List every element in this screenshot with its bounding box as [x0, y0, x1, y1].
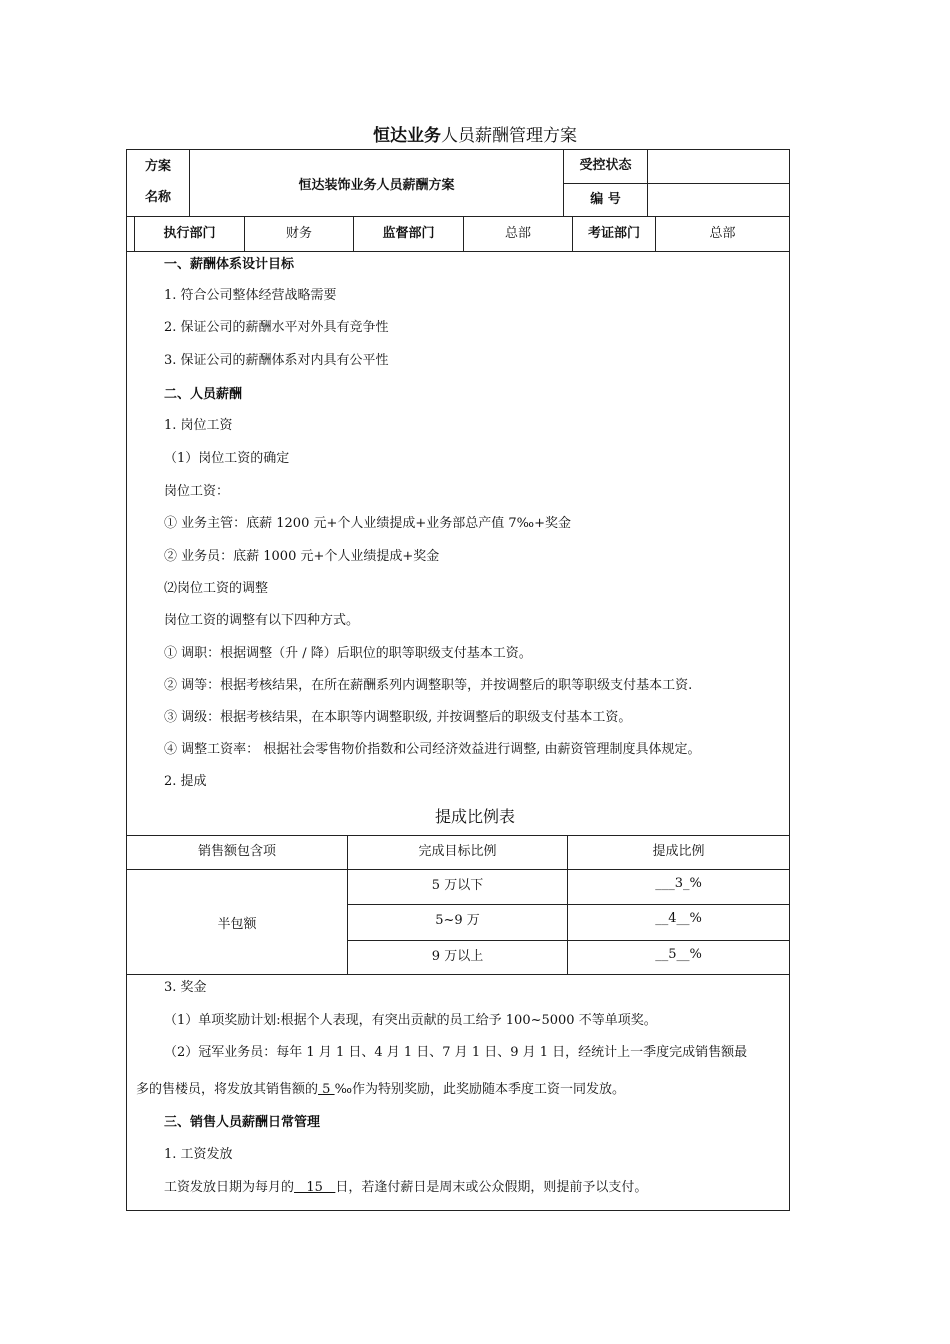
subsection-heading: （1）岗位工资的确定 — [164, 451, 290, 466]
paragraph: 岗位工资： — [164, 484, 230, 499]
commission-table-caption: 提成比例表 — [434, 807, 515, 826]
number-label: 编 号 — [590, 191, 621, 207]
verify-dept-label: 考证部门 — [587, 225, 640, 241]
supervise-dept-label: 监督部门 — [382, 225, 435, 241]
controlled-status-value — [648, 150, 789, 183]
table-header-cell: 完成目标比例 — [418, 843, 497, 859]
exec-dept-value: 财务 — [285, 225, 312, 241]
paragraph — [164, 1179, 647, 1197]
text-run: ‰作为特别奖励，此奖励随本季度工资一同发放。 — [334, 1082, 626, 1097]
section-1-heading: 一、薪酬体系设计目标 — [164, 257, 295, 272]
scheme-name-label-2: 名称 — [144, 189, 171, 205]
document-title — [0, 124, 950, 148]
controlled-status-label: 受控状态 — [579, 157, 632, 173]
rule — [126, 974, 790, 975]
paragraph: ① 调职：根据调整（升 / 降）后职位的职等职级支付基本工资。 — [164, 646, 532, 661]
verify-dept-value: 总部 — [709, 225, 736, 241]
filled-blank: 5 — [318, 1082, 335, 1097]
rule — [126, 1210, 790, 1211]
paragraph: （2）冠军业务员：每年 1 月 1 日、4 月 1 日、7 月 1 日、9 月 1 日，经统计上一季度完成销售额最 — [164, 1045, 748, 1060]
exec-dept-label: 执行部门 — [163, 225, 216, 241]
table-category-cell: 半包额 — [217, 916, 257, 932]
title-bold: 恒达业务 — [373, 126, 441, 146]
scheme-name-value: 恒达装饰业务人员薪酬方案 — [298, 177, 455, 193]
list-item: 2. 保证公司的薪酬水平对外具有竞争性 — [164, 320, 389, 335]
paragraph: ③ 调级：根据考核结果，在本职等内调整职级, 并按调整后的职级支付基本工资。 — [164, 710, 632, 725]
subsection-heading: 3. 奖金 — [164, 980, 207, 995]
subsection-heading: 2. 提成 — [164, 774, 207, 789]
rule — [789, 149, 790, 1211]
text-run: 日，若逢付薪日是周末或公众假期，则提前予以支付。 — [335, 1180, 648, 1195]
list-item: 3. 保证公司的薪酬体系对内具有公平性 — [164, 353, 389, 368]
number-value — [648, 184, 789, 216]
table-cell: 9 万以上 — [431, 948, 484, 964]
paragraph: ④ 调整工资率： 根据社会零售物价指数和公司经济效益进行调整, 由薪资管理制度具体规定。 — [164, 742, 701, 757]
table-header-cell: 销售额包含项 — [197, 843, 276, 859]
paragraph: ② 业务员：底薪 1000 元+个人业绩提成+奖金 — [164, 549, 440, 564]
scheme-name-label-1: 方案 — [144, 158, 171, 174]
supervise-dept-value: 总部 — [504, 225, 531, 241]
rule — [126, 251, 790, 252]
table-cell: 5 万以下 — [431, 877, 484, 893]
paragraph: ① 业务主管：底薪 1200 元+个人业绩提成+业务部总产值 7‰+奖金 — [164, 516, 572, 531]
table-cell: __4__% — [655, 910, 702, 926]
rule — [126, 149, 127, 1211]
section-2-heading: 二、人员薪酬 — [164, 387, 243, 402]
paragraph — [136, 1081, 625, 1099]
paragraph: （1）单项奖励计划:根据个人表现，有突出贡献的员工给予 100~5000 不等单项奖。 — [164, 1013, 657, 1028]
text-run: 工资发放日期为每月的 — [164, 1180, 295, 1195]
title-rest: 人员薪酬管理方案 — [441, 126, 577, 146]
table-cell: 5~9 万 — [435, 912, 480, 928]
table-header-cell: 提成比例 — [652, 843, 705, 859]
list-item: 1. 符合公司整体经营战略需要 — [164, 288, 337, 303]
table-cell: ___3_% — [655, 875, 702, 891]
paragraph: ② 调等：根据考核结果，在所在薪酬系列内调整职等，并按调整后的职等职级支付基本工资. — [164, 678, 693, 693]
filled-blank: 15 — [294, 1180, 336, 1195]
paragraph: 岗位工资的调整有以下四种方式。 — [164, 613, 360, 628]
table-cell: __5__% — [655, 946, 702, 962]
subsection-heading: 1. 岗位工资 — [164, 418, 233, 433]
text-run: 多的售楼员，将发放其销售额的 — [136, 1082, 319, 1097]
subsection-heading: ⑵岗位工资的调整 — [164, 581, 269, 596]
subsection-heading: 1. 工资发放 — [164, 1147, 233, 1162]
section-3-heading: 三、销售人员薪酬日常管理 — [164, 1115, 321, 1130]
